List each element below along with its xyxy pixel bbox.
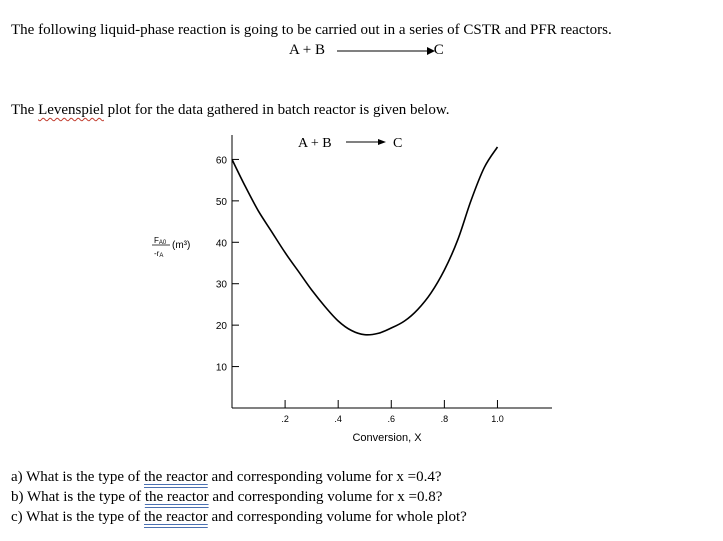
chart-title-product: C: [393, 136, 403, 151]
y-tick-label: 10: [215, 362, 227, 374]
x-tick-label: .6: [387, 414, 396, 424]
y-label-unit: (m³): [172, 240, 191, 251]
levenspiel-word: Levenspiel: [38, 102, 104, 118]
question-b-link: the reactor: [144, 489, 209, 505]
question-c-link: the reactor: [144, 509, 208, 525]
series-line: [232, 147, 498, 335]
question-a-pre: a) What is the type of: [11, 469, 145, 485]
reaction-product: C: [433, 42, 444, 58]
y-tick-label: 30: [215, 279, 227, 291]
question-b-post: and corresponding volume for x =0.8?: [208, 489, 443, 505]
reaction-reactants: A + B: [289, 42, 325, 58]
question-c: [11, 508, 467, 526]
intro-line-2-post: plot for the data gathered in batch reactor is given below.: [103, 102, 450, 118]
question-b-pre: b) What is the type of: [11, 489, 145, 505]
chart-title-arrowhead-icon: [378, 139, 386, 145]
question-c-post: and corresponding volume for whole plot?: [207, 509, 467, 525]
y-axis-label: [152, 236, 190, 259]
x-tick-label: .2: [281, 414, 289, 424]
y-tick-label: 20: [215, 321, 227, 333]
y-tick-label: 40: [215, 238, 227, 250]
intro-line-1: The following liquid-phase reaction is going to be carried out in a series of CSTR and PFR reactors.: [11, 22, 612, 38]
question-c-pre: c) What is the type of: [11, 509, 145, 525]
x-ticks: [281, 400, 503, 424]
y-tick-label: 60: [215, 155, 227, 167]
x-axis-label: Conversion, X: [352, 432, 422, 444]
x-tick-label: .8: [440, 414, 449, 424]
question-b: [11, 488, 442, 506]
question-a-post: and corresponding volume for x =0.4?: [207, 469, 442, 485]
chart-title: [298, 136, 402, 151]
x-tick-label: .4: [334, 414, 342, 424]
question-a-link: the reactor: [144, 469, 208, 485]
intro-line-2-pre: The: [11, 102, 39, 118]
chart-title-reactants: A + B: [298, 136, 332, 151]
y-tick-label: 50: [215, 196, 227, 208]
x-tick-label: 1.0: [491, 414, 504, 424]
y-label-denominator: -rA: [154, 249, 164, 259]
y-ticks: [216, 155, 239, 373]
question-a: [11, 468, 442, 486]
y-label-numerator: FA0: [154, 236, 167, 246]
